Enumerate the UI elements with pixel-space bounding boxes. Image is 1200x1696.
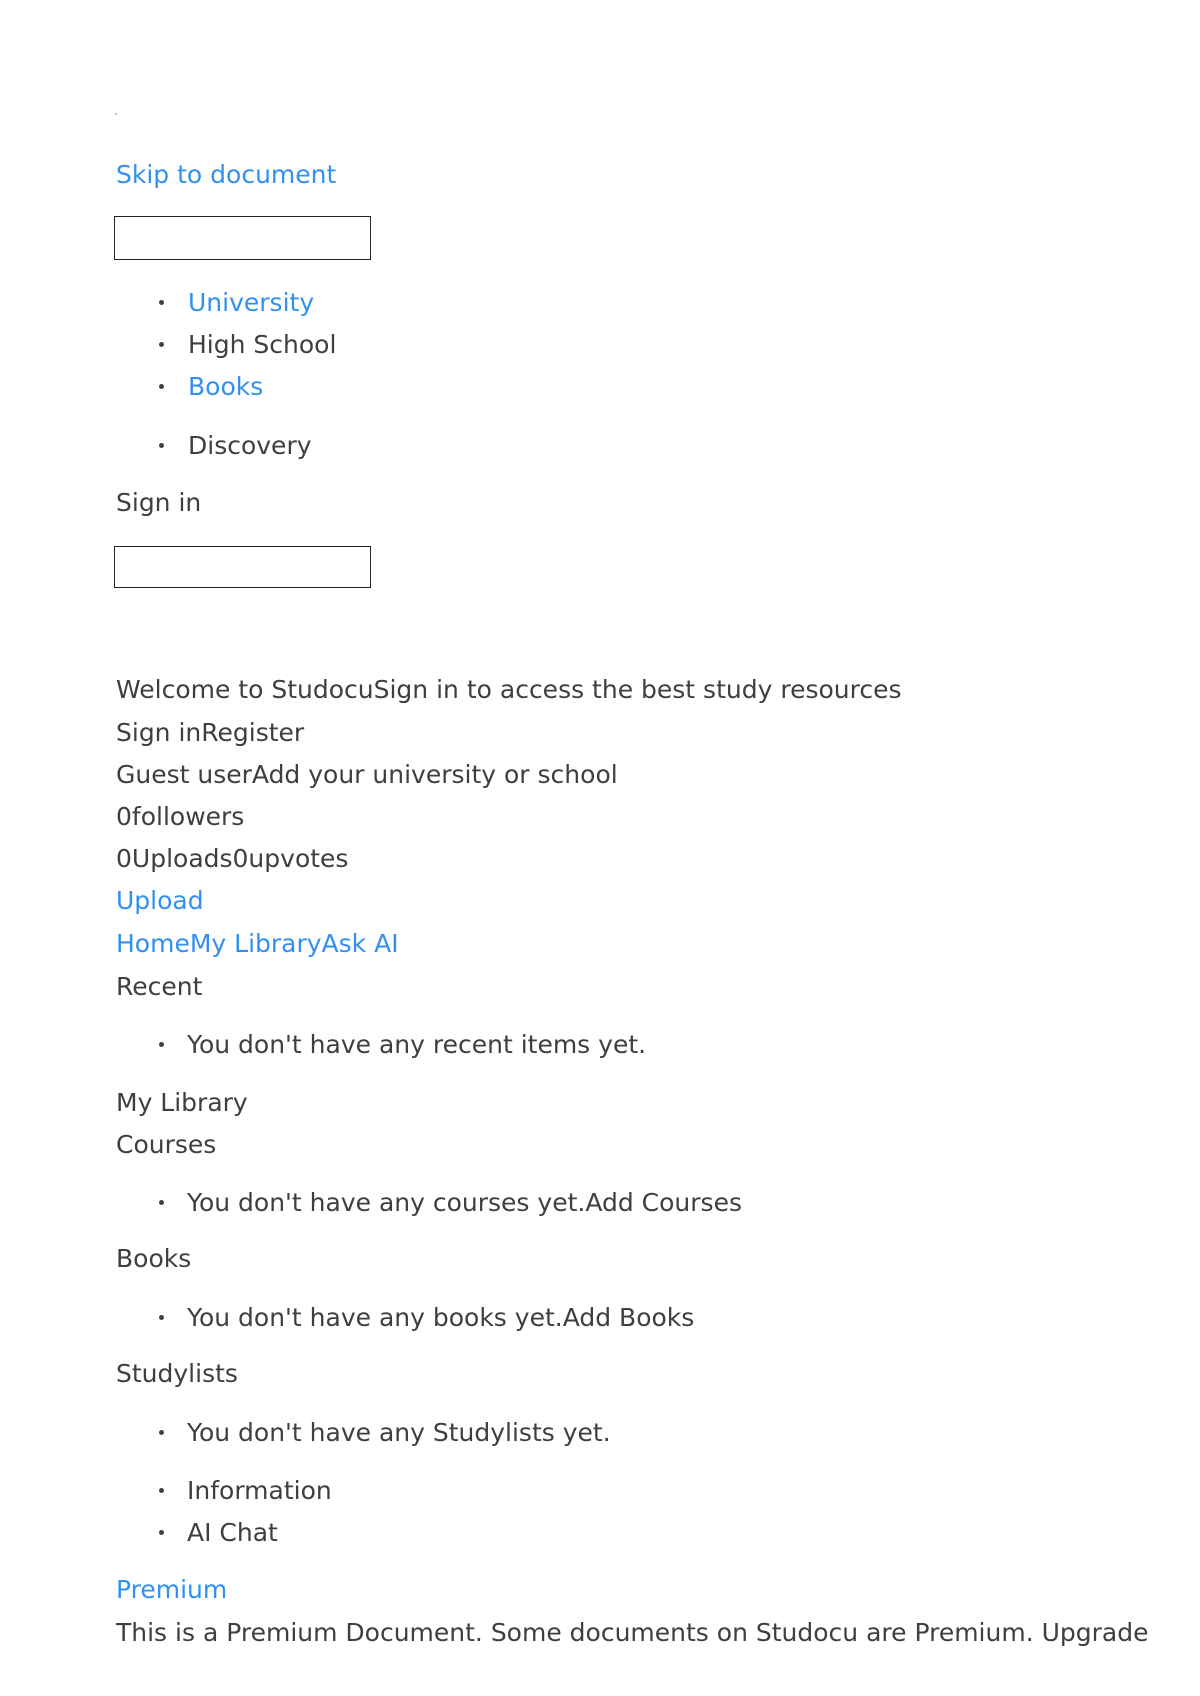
nav-item-high-school[interactable]: High School: [188, 330, 337, 359]
skip-to-document-link[interactable]: Skip to document: [116, 160, 337, 189]
bullet-icon: [159, 1200, 164, 1205]
bullet-icon: [159, 443, 164, 448]
nav-item-discovery[interactable]: Discovery: [188, 431, 312, 460]
recent-title: Recent: [116, 972, 203, 1001]
tiny-logo-dot: [115, 113, 117, 115]
premium-link[interactable]: Premium: [116, 1575, 228, 1604]
information-item[interactable]: Information: [187, 1476, 332, 1505]
bullet-icon: [159, 342, 164, 347]
bullet-icon: [159, 1042, 164, 1047]
upload-link[interactable]: Upload: [116, 886, 204, 915]
search-input[interactable]: [114, 216, 371, 260]
recent-empty-text: You don't have any recent items yet.: [187, 1030, 647, 1059]
ai-chat-item[interactable]: AI Chat: [187, 1518, 278, 1547]
bullet-icon: [159, 1315, 164, 1320]
studylists-title: Studylists: [116, 1359, 238, 1388]
bullet-icon: [159, 384, 164, 389]
sign-in-register-text[interactable]: Sign inRegister: [116, 718, 305, 747]
books-title: Books: [116, 1244, 192, 1273]
sign-in-label[interactable]: Sign in: [116, 488, 202, 517]
my-library-title: My Library: [116, 1088, 248, 1117]
bullet-icon: [159, 300, 164, 305]
bullet-icon: [159, 1430, 164, 1435]
uploads-upvotes-count: 0Uploads0upvotes: [116, 844, 349, 873]
followers-count: 0followers: [116, 802, 245, 831]
bullet-icon: [159, 1488, 164, 1493]
welcome-text: Welcome to StudocuSign in to access the best study resources: [116, 675, 902, 704]
guest-user-text: Guest userAdd your university or school: [116, 760, 618, 789]
courses-empty-text[interactable]: You don't have any courses yet.Add Courses: [187, 1188, 742, 1217]
courses-title: Courses: [116, 1130, 217, 1159]
premium-notice-text: This is a Premium Document. Some documents on Studocu are Premium. Upgrade: [116, 1618, 1149, 1647]
search-input-secondary[interactable]: [114, 546, 371, 588]
books-empty-text[interactable]: You don't have any books yet.Add Books: [187, 1303, 695, 1332]
studylists-empty-text: You don't have any Studylists yet.: [187, 1418, 611, 1447]
bullet-icon: [159, 1530, 164, 1535]
home-library-ai-links[interactable]: HomeMy LibraryAsk AI: [116, 929, 399, 958]
nav-item-books[interactable]: Books: [188, 372, 264, 401]
nav-item-university[interactable]: University: [188, 288, 315, 317]
